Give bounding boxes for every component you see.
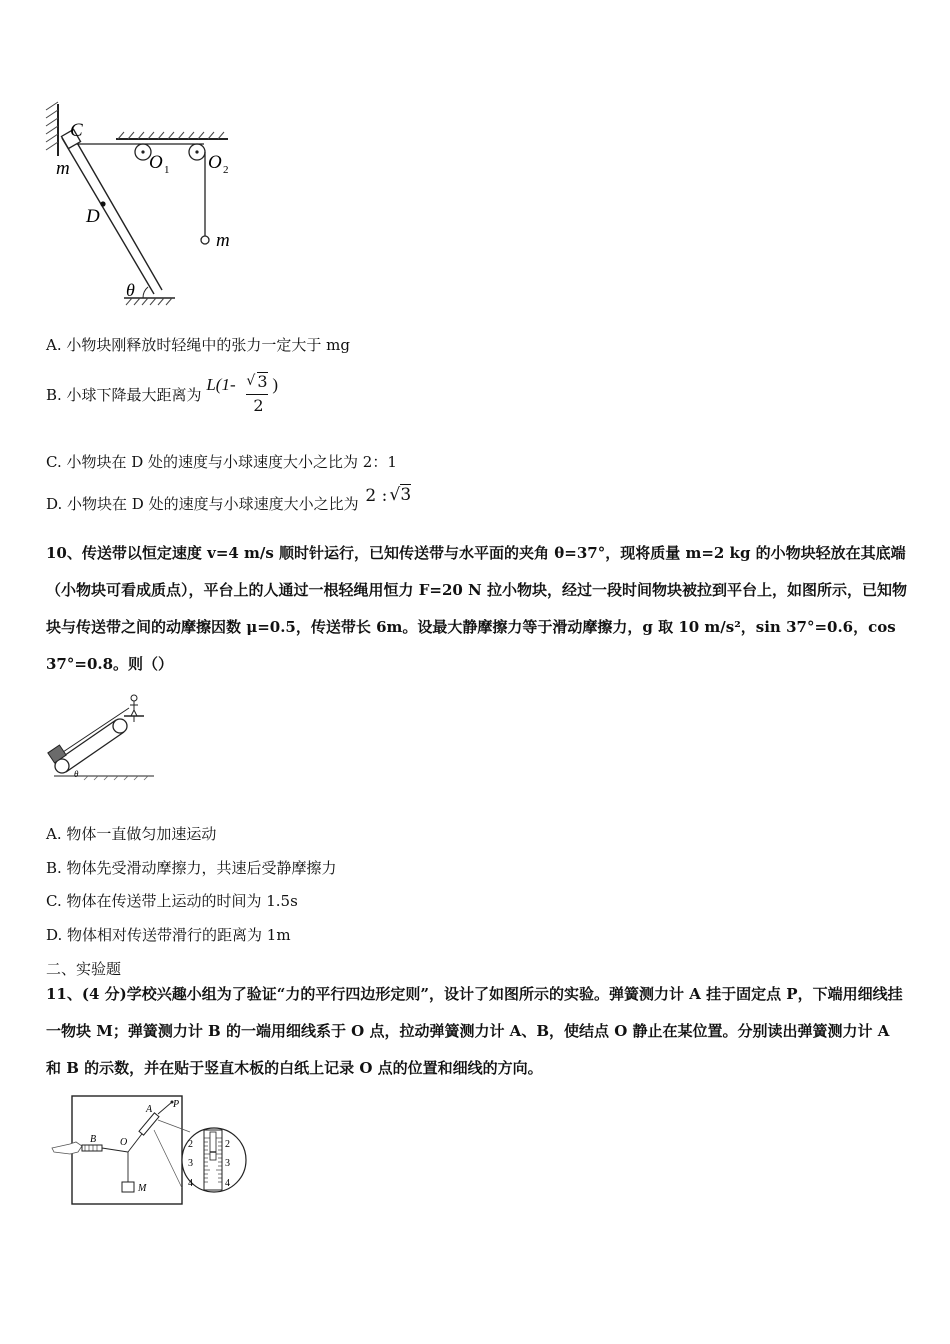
label-o2-sub: 2: [223, 164, 229, 176]
q10-option-d: D. 物体相对传送带滑行的距离为 1m: [46, 926, 291, 944]
scale-right-4: 4: [225, 1178, 230, 1189]
q9-option-b: [46, 372, 286, 418]
fraction-bar: [246, 394, 268, 395]
scale-right-3: 3: [225, 1158, 230, 1169]
formula-b-num: 3: [257, 372, 268, 391]
label-o2: O: [208, 152, 222, 173]
scale-right-2: 2: [225, 1139, 230, 1150]
q9-option-a: A. 小物块刚释放时轻绳中的张力一定大于 mg: [46, 336, 350, 354]
q9-option-c: C. 小物块在 D 处的速度与小球速度大小之比为 2：1: [46, 453, 397, 471]
formula-b-head: L(1-: [206, 375, 236, 394]
sqrt-icon: √: [246, 373, 256, 389]
formula-d-root: 3: [400, 485, 412, 505]
label-m-right: m: [216, 230, 230, 251]
q9-option-d: [46, 485, 415, 518]
label-theta-belt: θ: [74, 769, 79, 779]
label-a: A: [146, 1104, 153, 1115]
scale-left-2: 2: [188, 1139, 193, 1150]
label-c: C: [70, 120, 83, 141]
q10-option-b: B. 物体先受滑动摩擦力，共速后受静摩擦力: [46, 859, 337, 877]
section-heading: 二、实验题: [46, 960, 122, 978]
label-d: D: [86, 206, 100, 227]
formula-b-den: 2: [253, 396, 264, 415]
label-o1-sub: 1: [164, 164, 170, 176]
scale-left-3: 3: [188, 1158, 193, 1169]
label-b: B: [90, 1134, 97, 1145]
label-m: M: [138, 1183, 147, 1194]
q10-option-c: C. 物体在传送带上运动的时间为 1.5s: [46, 892, 298, 910]
q10-stem: 10、传送带以恒定速度 v=4 m/s 顺时针运行，已知传送带与水平面的夹角 θ=37°，现将质量 m=2 kg 的小物块轻放在其底端（小物块可看成质点），平台上的人通过一根轻绳用恒力 F=20 N 拉小物块，经过一段时间物块被拉到平台上，如图所示，已知物块与传送带之间的动摩擦因数 μ=0.5，传送带长 6m。设最大静摩擦力等于滑动摩擦力，g 取 10 m/s²，sin 37°=0.6，cos 37°=0.8。则（）: [46, 544, 907, 673]
figure-rod-pulley: [40, 98, 255, 313]
q9-option-d-formula: [363, 485, 415, 518]
q9-option-d-text: D. 小物块在 D 处的速度与小球速度大小之比为: [46, 495, 359, 513]
q11-stem: 11、(4 分)学校兴趣小组为了验证“力的平行四边形定则”，设计了如图所示的实验。弹簧测力计 A 挂于固定点 P，下端用细线挂一物块 M；弹簧测力计 B 的一端用细线系于 O 点，拉动弹簧测力计 A、B，使结点 O 静止在某位置。分别读出弹簧测力计 A 和 B 的示数，并在贴于竖直木板的白纸上记录 O 点的位置和细线的方向。: [46, 985, 903, 1077]
formula-d-head: 2 :: [365, 486, 388, 506]
formula-b-tail: ): [272, 375, 279, 394]
scale-left-4: 4: [188, 1178, 193, 1189]
label-theta: θ: [126, 280, 135, 300]
figure-conveyor-belt: [44, 688, 164, 788]
q10-option-a: A. 物体一直做匀加速运动: [46, 825, 217, 843]
label-o: O: [120, 1137, 128, 1148]
sqrt-icon: √: [389, 485, 401, 505]
q9-option-b-formula: [206, 372, 286, 418]
q9-option-b-text: B. 小球下降最大距离为: [46, 386, 202, 404]
label-m-left: m: [56, 158, 70, 179]
label-o1: O: [149, 152, 163, 173]
label-p: P: [173, 1099, 180, 1110]
figure-spring-scales: [50, 1092, 250, 1210]
